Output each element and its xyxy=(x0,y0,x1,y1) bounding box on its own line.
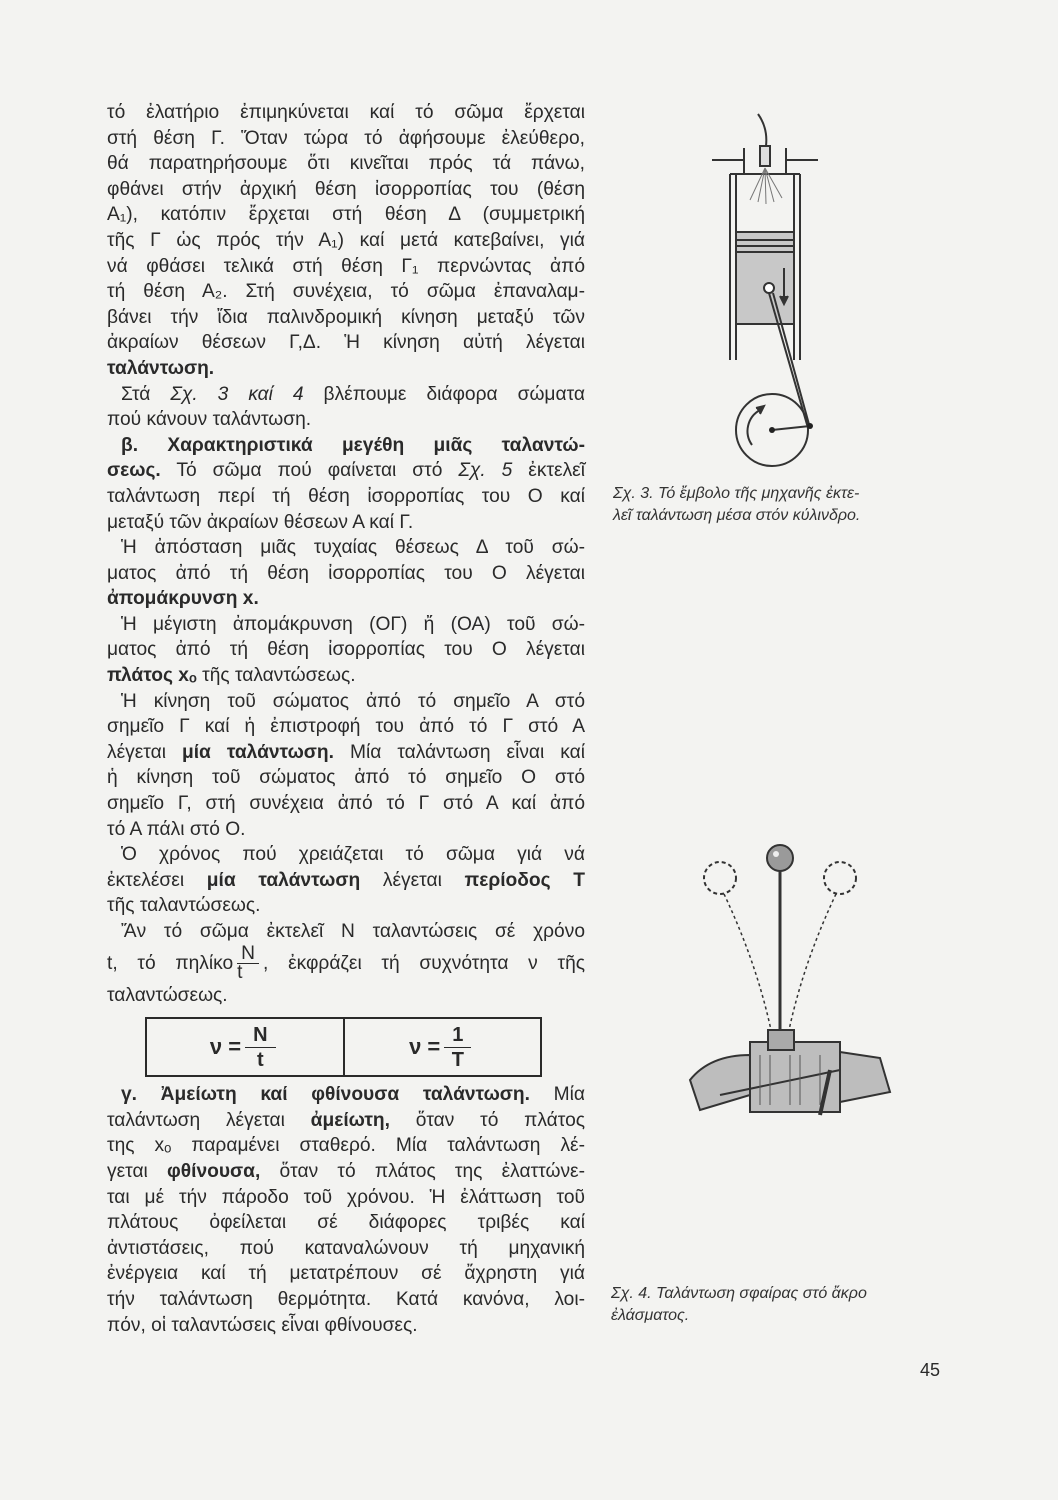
text-line: Ὁ χρόνος πού χρειάζεται τό σῶμα γιά νά xyxy=(121,844,585,866)
text-line xyxy=(107,868,585,894)
fraction-denominator: T xyxy=(451,1048,464,1071)
piston-pin xyxy=(764,283,774,293)
text-line: Α₁), κατόπιν ἔρχεται στή θέση Δ (συμμετρική xyxy=(107,204,585,226)
section-heading-b: β. Χαρακτηριστικά μεγέθη μιᾶς ταλαντώ- xyxy=(121,434,585,456)
formula-cell-left xyxy=(147,1019,343,1075)
term-amplitude: πλάτος xₒ xyxy=(107,665,197,687)
text-line: φθάνει στήν ἀρχική θέση ἰσορροπίας του (θέση xyxy=(107,178,585,200)
term-damped: φθίνουσα, xyxy=(167,1160,261,1182)
text-line: ἀντιστάσεις, πού καταναλώνουν τή μηχανική xyxy=(107,1237,585,1259)
text-line xyxy=(107,458,585,484)
ball-right-position xyxy=(824,862,856,894)
text-line: νά φθάσει τελικά στή θέση Γ₁ περνώντας ἀπό xyxy=(107,255,585,277)
text-line: τό ἐλατήριο ἐπιμηκύνεται καί τό σῶμα ἔρχεται xyxy=(107,102,585,123)
vise-ball-figure xyxy=(680,830,910,1120)
text-span: Στά xyxy=(121,383,171,405)
frequency-formula-box xyxy=(145,1017,542,1077)
text-line xyxy=(107,945,585,983)
text-span: ἐκτελεῖ xyxy=(512,460,585,482)
fraction-denominator: t xyxy=(257,1048,264,1071)
text-line: ται μέ τήν πάροδο τοῦ χρόνου. Ἡ ἐλάττωση τοῦ xyxy=(107,1186,585,1208)
crank-pin xyxy=(807,423,813,429)
text-line: σημεῖο Γ καί ἡ ἐπιστροφή του ἀπό τό Γ στό Α xyxy=(107,716,585,738)
text-span: ἐκτελέσει xyxy=(107,869,207,891)
formula-lhs: ν = xyxy=(409,1034,441,1059)
crank-arm xyxy=(772,426,810,430)
rotation-arrow-icon xyxy=(748,410,760,445)
text-line xyxy=(107,1108,585,1134)
text-span: τῆς ταλαντώσεως. xyxy=(196,665,356,687)
text-line: τή θέση Α₂. Στή συνέχεια, τό σῶμα ἐπαναλαμ- xyxy=(107,281,585,303)
fraction-numerator: N xyxy=(245,1023,275,1048)
term-oscillation: ταλάντωση. xyxy=(107,357,215,379)
formula-fraction xyxy=(245,1023,275,1072)
text-line: της xₒ παραμένει σταθερό. Μία ταλάντωση λέ- xyxy=(107,1135,585,1157)
text-line: ἡ κίνηση τοῦ σώματος ἀπό τό σημεῖο Ο στό xyxy=(107,767,585,789)
text-line: ταλαντώσεως. xyxy=(107,984,228,1006)
text-line: πόν, οἱ ταλαντώσεις εἶναι φθίνουσες. xyxy=(107,1314,418,1336)
text-line: ἐνέργεια καί τή μετατρέπουν σέ ἄχρηστη γιά xyxy=(107,1263,585,1285)
text-span: ὅταν τό πλάτος xyxy=(389,1109,585,1131)
caption-line: Σχ. 3. Τό ἔμβολο τῆς μηχανῆς ἐκτε- xyxy=(613,485,860,502)
text-line: ταλάντωση περί τή θέση ἰσορροπίας του Ο καί xyxy=(107,485,585,507)
text-line: Ἡ κίνηση τοῦ σώματος ἀπό τό σημεῖο Α στό xyxy=(121,690,585,712)
text-span: ταλάντωση λέγεται xyxy=(107,1109,311,1131)
text-span: Μία xyxy=(529,1084,585,1106)
caption-line: ἐλάσματος. xyxy=(611,1307,690,1324)
term-displacement: ἀπομάκρυνση x. xyxy=(107,588,259,610)
section-heading-c: γ. Ἀμείωτη καί φθίνουσα ταλάντωση. xyxy=(121,1084,530,1106)
text-line: σημεῖο Γ, στή συνέχεια ἀπό τό Γ στό Α καί ἀπό xyxy=(107,793,585,815)
page-number: 45 xyxy=(920,1360,941,1380)
text-span: t, τό πηλίκο xyxy=(107,952,234,974)
fraction-n-over-t xyxy=(237,945,259,982)
text-line: μεταξύ τῶν ἀκραίων θέσεων Α καί Γ. xyxy=(107,511,414,533)
ball-highlight xyxy=(773,851,779,857)
text-span: λέγεται xyxy=(107,741,182,763)
caption-line: Σχ. 4. Ταλάντωση σφαίρας στό ἄκρο xyxy=(611,1285,867,1302)
blade-right-position xyxy=(786,894,836,1045)
text-line: Ἄν τό σῶμα ἐκτελεῖ Ν ταλαντώσεις σέ χρόνο xyxy=(121,921,585,942)
figure-3-caption xyxy=(613,483,860,527)
formula-lhs: ν = xyxy=(209,1034,242,1059)
text-line: τό Α πάλι στό Ο. xyxy=(107,818,246,840)
figure-ref: Σχ. 5 xyxy=(458,460,513,482)
ball-left-position xyxy=(704,862,736,894)
text-span: βλέπουμε διάφορα σώματα xyxy=(303,383,585,405)
text-line xyxy=(107,663,585,689)
text-line xyxy=(107,382,585,408)
text-span: λέγεται xyxy=(360,869,465,891)
ignition-wire xyxy=(758,114,766,146)
text-span: , ἐκφράζει τή συχνότητα ν τῆς xyxy=(263,952,585,974)
text-line: πλάτους ὀφείλεται σέ διάφορες τριβές καί xyxy=(107,1212,585,1234)
text-line: Ἡ ἀπόσταση μιᾶς τυχαίας θέσεως Δ τοῦ σώ- xyxy=(121,537,585,559)
formula-fraction xyxy=(444,1023,471,1072)
spark-plug xyxy=(760,146,770,166)
crank-center xyxy=(769,427,775,433)
text-line: ματος ἀπό τή θέση ἰσορροπίας του Ο λέγεται xyxy=(107,639,585,661)
term-one-oscillation: μία ταλάντωση xyxy=(206,869,361,891)
main-text-column xyxy=(107,100,585,1338)
text-line: Ἡ μέγιστη ἀπομάκρυνση (ΟΓ) ἤ (ΟΑ) τοῦ σώ- xyxy=(121,613,585,635)
text-span: Μία ταλάντωση εἶναι καί xyxy=(333,741,585,763)
term-undamped: ἀμείωτη, xyxy=(310,1109,390,1131)
caption-line: λεῖ ταλάντωση μέσα στόν κύλινδρο. xyxy=(613,507,861,524)
text-line: θά παρατηρήσουμε ὅτι κινεῖται πρός τά πάνω, xyxy=(107,153,585,175)
fraction-numerator: 1 xyxy=(444,1023,471,1048)
blade-left-position xyxy=(724,894,774,1045)
text-span: γεται xyxy=(107,1160,168,1182)
figure-4-caption xyxy=(611,1283,867,1327)
text-line: τῆς Γ ὡς πρός τήν Α₁) καί μετά κατεβαίνει, γιά xyxy=(107,229,585,251)
text-line: ἀκραίων θέσεων Γ,Δ. Ἡ κίνηση αὐτή λέγεται xyxy=(107,332,585,354)
text-line xyxy=(107,1082,585,1108)
fraction-numerator: N xyxy=(237,945,259,964)
term-one-oscillation: μία ταλάντωση. xyxy=(181,741,334,763)
text-line: στή θέση Γ. Ὅταν τώρα τό ἀφήσουμε ἐλεύθερο, xyxy=(107,127,585,149)
engine-piston-figure xyxy=(700,110,850,470)
text-line: τῆς ταλαντώσεως. xyxy=(107,895,261,917)
text-line xyxy=(107,1159,585,1185)
term-period: περίοδος Τ xyxy=(464,869,586,891)
fraction-denominator: t xyxy=(237,962,243,984)
text-line: πού κάνουν ταλάντωση. xyxy=(107,409,312,431)
figure-ref: Σχ. 3 καί 4 xyxy=(170,383,304,405)
text-line: ματος ἀπό τή θέση ἰσορροπίας του Ο λέγεται xyxy=(107,562,585,584)
section-heading-b-cont: σεως. xyxy=(107,460,161,482)
text-span: ὅταν τό πλάτος της ἐλαττώνε- xyxy=(260,1160,585,1182)
text-line: τήν ταλάντωση θερμότητα. Κατά κανόνα, λοι- xyxy=(107,1288,585,1310)
text-line xyxy=(107,740,585,766)
ball xyxy=(767,845,793,871)
text-line: βάνει τήν ἴδια παλινδρομική κίνηση μεταξύ τῶν xyxy=(107,306,585,328)
formula-cell-right xyxy=(343,1019,541,1075)
text-span: Τό σῶμα πού φαίνεται στό xyxy=(160,460,459,482)
